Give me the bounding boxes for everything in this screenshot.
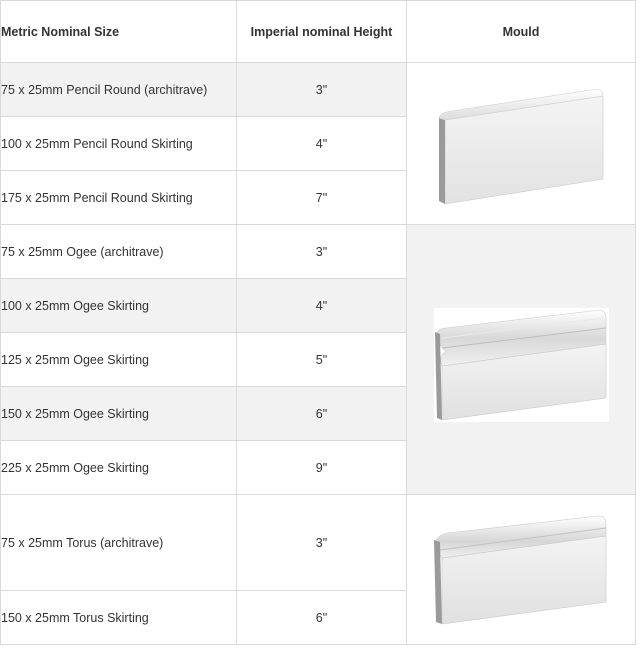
header-mould: Mould xyxy=(407,1,636,63)
size-cell: 125 x 25mm Ogee Skirting xyxy=(1,333,237,387)
size-cell: 150 x 25mm Torus Skirting xyxy=(1,591,237,645)
table-header-row xyxy=(1,1,636,63)
size-cell: 150 x 25mm Ogee Skirting xyxy=(1,387,237,441)
table-row xyxy=(1,225,636,279)
table-row xyxy=(1,63,636,117)
pencil-round-mould-image xyxy=(431,84,611,204)
header-metric-size: Metric Nominal Size xyxy=(1,1,237,63)
size-cell: 175 x 25mm Pencil Round Skirting xyxy=(1,171,237,225)
height-cell: 7" xyxy=(237,171,407,225)
table-row xyxy=(1,495,636,591)
height-cell: 6" xyxy=(237,591,407,645)
height-cell: 3" xyxy=(237,495,407,591)
mould-cell-pencil-round xyxy=(407,63,636,225)
header-imperial-height: Imperial nominal Height xyxy=(237,1,407,63)
size-cell: 225 x 25mm Ogee Skirting xyxy=(1,441,237,495)
ogee-mould-image xyxy=(434,308,609,422)
size-cell: 75 x 25mm Torus (architrave) xyxy=(1,495,237,591)
height-cell: 3" xyxy=(237,63,407,117)
mould-cell-torus xyxy=(407,495,636,645)
torus-mould-image xyxy=(432,514,610,626)
size-cell: 75 x 25mm Ogee (architrave) xyxy=(1,225,237,279)
size-cell: 75 x 25mm Pencil Round (architrave) xyxy=(1,63,237,117)
height-cell: 4" xyxy=(237,279,407,333)
height-cell: 6" xyxy=(237,387,407,441)
size-cell: 100 x 25mm Ogee Skirting xyxy=(1,279,237,333)
height-cell: 3" xyxy=(237,225,407,279)
height-cell: 9" xyxy=(237,441,407,495)
height-cell: 5" xyxy=(237,333,407,387)
height-cell: 4" xyxy=(237,117,407,171)
mould-cell-ogee xyxy=(407,225,636,495)
size-cell: 100 x 25mm Pencil Round Skirting xyxy=(1,117,237,171)
